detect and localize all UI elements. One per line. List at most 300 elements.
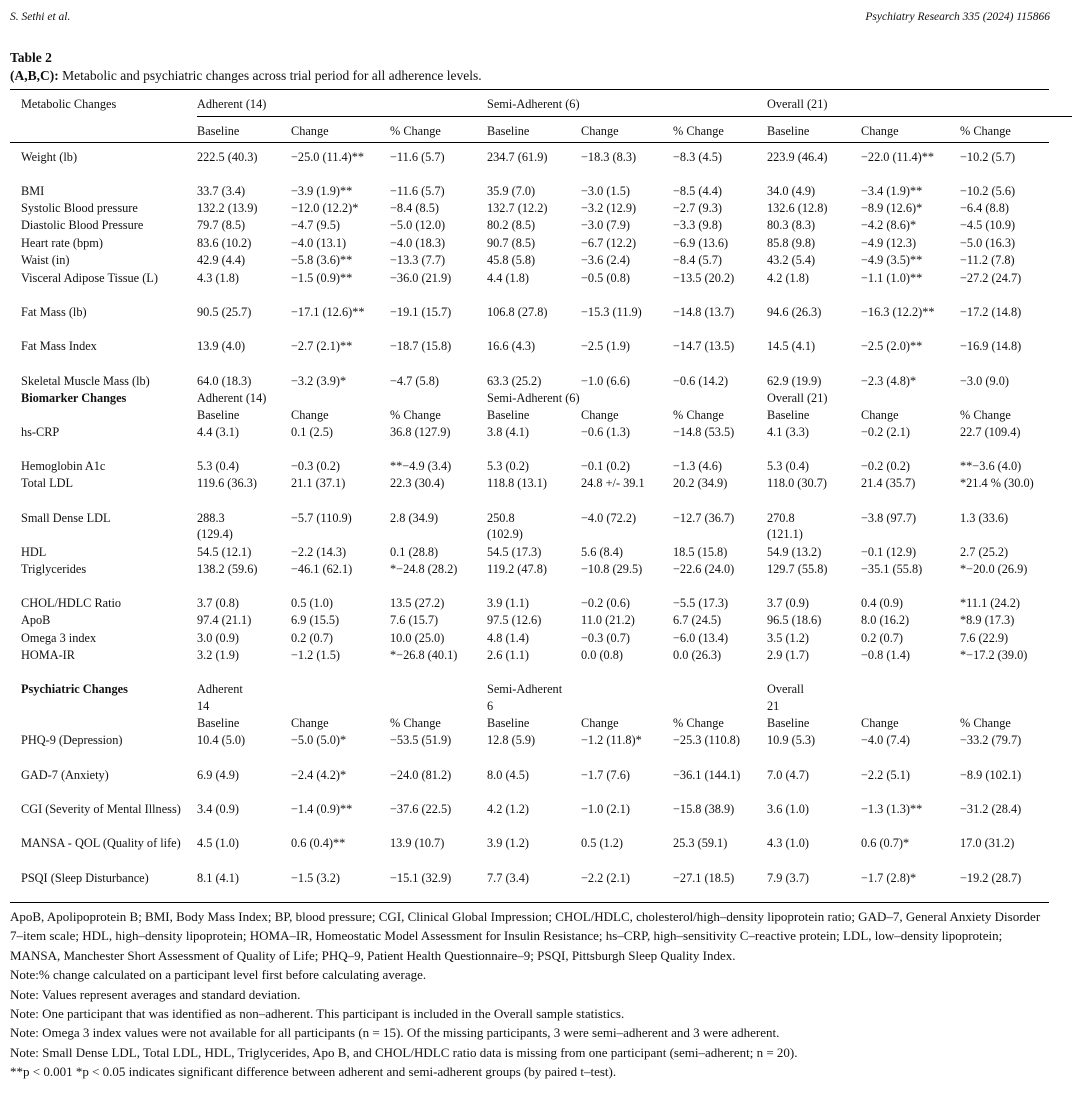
table-cell: **−4.9 (3.4) [390,459,452,473]
table-cell: −3.4 (1.9)** [861,184,923,198]
table-cell: 16.6 (4.3) [487,339,536,353]
table-cell: −2.2 (14.3) [291,545,347,559]
table-cell: −1.3 (4.6) [673,459,722,473]
table-cell: −35.1 (55.8) [861,562,923,576]
section-heading-metabolic: Metabolic Changes [21,97,117,111]
table-cell: 13.9 (10.7) [390,836,445,850]
table-cell: −5.8 (3.6)** [291,253,353,267]
table-cell: 250.8 (102.9) [487,511,523,541]
table-cell: 22.7 (109.4) [960,425,1021,439]
table-cell: 13.5 (27.2) [390,596,445,610]
table-cell: −10.8 (29.5) [581,562,643,576]
column-header: % Change [673,124,724,138]
row-label: Visceral Adipose Tissue (L) [21,271,158,285]
table-cell: −8.4 (5.7) [673,253,722,267]
table-cell: 0.1 (28.8) [390,545,439,559]
table-cell: 79.7 (8.5) [197,218,246,232]
row-label: HOMA-IR [21,648,75,662]
table-cell: 4.5 (1.0) [197,836,240,850]
table-cell: −0.2 (2.1) [861,425,910,439]
table-cell: 4.4 (1.8) [487,271,530,285]
table-cell: 3.2 (1.9) [197,648,240,662]
table-cell: 3.4 (0.9) [197,802,240,816]
column-header: % Change [390,124,441,138]
running-header-journal: Psychiatry Research 335 (2024) 115866 [865,11,1050,23]
table-cell: −10.2 (5.6) [960,184,1016,198]
table-cell: 90.7 (8.5) [487,236,536,250]
table-cell: −18.3 (8.3) [581,150,637,164]
table-cell: 7.6 (22.9) [960,631,1009,645]
table-cell: −3.9 (1.9)** [291,184,353,198]
table-cell: *−26.8 (40.1) [390,648,458,662]
table-cell: 63.3 (25.2) [487,374,542,388]
row-label: Omega 3 index [21,631,97,645]
table-cell: 80.3 (8.3) [767,218,816,232]
group-header: Adherent (14) [197,97,267,111]
table-cell: −19.2 (28.7) [960,871,1022,885]
table-cell: 22.3 (30.4) [390,476,445,490]
table-cell: −0.2 (0.6) [581,596,630,610]
table-cell: −36.1 (144.1) [673,768,741,782]
caption-text: Metabolic and psychiatric changes across trial period for all adherence levels. [58,68,482,83]
table-cell: 18.5 (15.8) [673,545,728,559]
row-label: hs-CRP [21,425,60,439]
table-cell: 7.9 (3.7) [767,871,810,885]
table-cell: −4.0 (18.3) [390,236,446,250]
table-cell: 8.0 (4.5) [487,768,530,782]
table-cell: 119.2 (47.8) [487,562,547,576]
table-cell: −2.2 (2.1) [581,871,630,885]
group-underline [197,116,1072,117]
table-cell: 3.0 (0.9) [197,631,240,645]
table-cell: −0.2 (0.2) [861,459,910,473]
table-cell: −0.8 (1.4) [861,648,910,662]
section-heading-psychiatric: Psychiatric Changes [21,682,128,696]
table-cell: −37.6 (22.5) [390,802,452,816]
table-cell: 11.0 (21.2) [581,613,635,627]
table-cell: 12.8 (5.9) [487,733,536,747]
column-header: Change [581,124,619,138]
table-cell: 4.8 (1.4) [487,631,530,645]
table-cell: 4.3 (1.0) [767,836,810,850]
table-cell: 2.7 (25.2) [960,545,1009,559]
table-cell: 0.6 (0.4)** [291,836,346,850]
table-cell: −2.3 (4.8)* [861,374,917,388]
row-label: Hemoglobin A1c [21,459,106,473]
row-label: PHQ-9 (Depression) [21,733,123,747]
table-cell: −0.3 (0.7) [581,631,630,645]
table-cell: 0.1 (2.5) [291,425,334,439]
table-cell: 13.9 (4.0) [197,339,246,353]
table-cell: 5.3 (0.4) [197,459,240,473]
row-label: Triglycerides [21,562,87,576]
table-cell: −24.0 (81.2) [390,768,452,782]
table-cell: −11.6 (5.7) [390,184,445,198]
table-cell: 222.5 (40.3) [197,150,258,164]
table-cell: −17.1 (12.6)** [291,305,365,319]
table-cell: 0.5 (1.2) [581,836,624,850]
column-header: % Change [673,408,724,422]
column-header: % Change [673,716,724,730]
table-cell: −16.9 (14.8) [960,339,1022,353]
table-cell: 4.4 (3.1) [197,425,240,439]
table-cell: −6.9 (13.6) [673,236,729,250]
table-cell: 25.3 (59.1) [673,836,728,850]
table-cell: 6.7 (24.5) [673,613,722,627]
table-cell: 132.2 (13.9) [197,201,258,215]
column-header: % Change [960,124,1011,138]
table-cell: −5.0 (12.0) [390,218,446,232]
table-cell: 223.9 (46.4) [767,150,828,164]
table-cell: −2.4 (4.2)* [291,768,347,782]
column-header: Baseline [487,408,530,422]
table-cell: 10.4 (5.0) [197,733,246,747]
table-cell: 3.7 (0.8) [197,596,240,610]
column-header: Change [291,716,329,730]
row-label: MANSA - QOL (Quality of life) [21,836,181,850]
group-header: Semi-Adherent (6) [487,97,580,111]
table-cell: −4.2 (8.6)* [861,218,917,232]
table-cell: −0.1 (12.9) [861,545,917,559]
table-cell: −4.9 (3.5)** [861,253,923,267]
table-cell: 0.2 (0.7) [291,631,334,645]
table-cell: *8.9 (17.3) [960,613,1015,627]
table-cell: −4.9 (12.3) [861,236,917,250]
table-cell: 118.0 (30.7) [767,476,827,490]
table-cell: −15.8 (38.9) [673,802,735,816]
table-cell: 54.9 (13.2) [767,545,822,559]
table-cell: 14.5 (4.1) [767,339,816,353]
row-label: Systolic Blood pressure [21,201,138,215]
table-cell: −13.5 (20.2) [673,271,735,285]
table-cell: 80.2 (8.5) [487,218,536,232]
table-cell: −3.2 (3.9)* [291,374,347,388]
table-cell: 54.5 (12.1) [197,545,252,559]
table-cell: *−20.0 (26.9) [960,562,1028,576]
table-cell: 4.2 (1.8) [767,271,810,285]
table-cell: −1.3 (1.3)** [861,802,923,816]
column-header: Change [861,408,899,422]
table-cell: *−17.2 (39.0) [960,648,1028,662]
table-cell: −0.1 (0.2) [581,459,630,473]
column-header: Baseline [767,408,810,422]
row-label: Fat Mass (lb) [21,305,87,319]
table-notes [10,907,1055,1082]
table-note: Note: One participant that was identified as non–adherent. This participant is included in the Overall sample statistics. [10,1006,625,1022]
table-cell: 54.5 (17.3) [487,545,542,559]
table-cell: 45.8 (5.8) [487,253,536,267]
column-header: Baseline [197,716,240,730]
table-cell: −11.2 (7.8) [960,253,1015,267]
data-table [10,89,1049,885]
table-cell: −4.5 (10.9) [960,218,1016,232]
table-cell: −53.5 (51.9) [390,733,452,747]
row-label: Heart rate (bpm) [21,236,103,250]
table-cell: −3.3 (9.8) [673,218,722,232]
table-cell: −11.6 (5.7) [390,150,445,164]
table-cell: 2.8 (34.9) [390,511,439,525]
table-cell: 96.5 (18.6) [767,613,822,627]
table-label: Table 2 [10,50,52,65]
table-cell: −8.9 (12.6)* [861,201,923,215]
row-label: ApoB [21,613,51,627]
row-label: GAD-7 (Anxiety) [21,768,109,782]
group-header: Adherent (14) [197,391,267,405]
table-cell: −15.1 (32.9) [390,871,452,885]
table-cell: 10.0 (25.0) [390,631,445,645]
table-cell: 90.5 (25.7) [197,305,252,319]
table-cell: 20.2 (34.9) [673,476,728,490]
table-cell: 129.7 (55.8) [767,562,828,576]
table-cell: −6.4 (8.8) [960,201,1009,215]
column-header: Baseline [197,124,240,138]
table-cell: 2.6 (1.1) [487,648,530,662]
table-cell: −5.5 (17.3) [673,596,729,610]
group-header-count: 21 [767,699,780,713]
table-cell: −19.1 (15.7) [390,305,452,319]
table-cell: 7.6 (15.7) [390,613,439,627]
abbreviations-note: ApoB, Apolipoprotein B; BMI, Body Mass Index; BP, blood pressure; CGI, Clinical Global Impression; CHOL/HDLC, cholesterol/high–density lipoprotein ratio; GAD–7, General Anxiety Disorder 7–item scale; HDL, high–density lipoprotein; HOMA–IR, Homeostatic Model Assessment for Insulin Resistance; hs–CRP, high–sensitivity C–reactive protein; LDL, low–density lipoprotein; MANSA, Manchester Short Assessment of Quality of Life; PHQ–9, Patient Health Questionnaire–9; PSQI, Pittsburgh Sleep Quality Index. [10,909,1041,963]
table-cell: 2.9 (1.7) [767,648,810,662]
group-header: Semi-Adherent (6) [487,391,580,405]
table-cell: 234.7 (61.9) [487,150,548,164]
table-cell: 7.0 (4.7) [767,768,810,782]
column-header: Baseline [487,124,530,138]
table-cell: 4.1 (3.3) [767,425,810,439]
table-cell: −3.8 (97.7) [861,511,917,525]
table-cell: 132.6 (12.8) [767,201,828,215]
table-cell: 3.6 (1.0) [767,802,810,816]
column-header: % Change [960,716,1011,730]
table-cell: *21.4 % (30.0) [960,476,1034,490]
column-header: Change [861,716,899,730]
column-header: % Change [390,408,441,422]
table-note: **p < 0.001 *p < 0.05 indicates significant difference between adherent and semi-adherent groups (by paired t–test). [10,1064,617,1080]
running-header-authors: S. Sethi et al. [10,11,71,23]
column-header: Baseline [767,716,810,730]
table-cell: 62.9 (19.9) [767,374,822,388]
table-cell: −2.5 (2.0)** [861,339,923,353]
table-cell: 8.0 (16.2) [861,613,910,627]
table-cell: 3.8 (4.1) [487,425,530,439]
table-cell: −27.1 (18.5) [673,871,735,885]
row-label: CGI (Severity of Mental Illness) [21,802,181,816]
table-cell: −13.3 (7.7) [390,253,446,267]
table-cell: 7.7 (3.4) [487,871,530,885]
table-cell: −36.0 (21.9) [390,271,452,285]
table-cell: 0.5 (1.0) [291,596,334,610]
table-cell: −1.5 (0.9)** [291,271,353,285]
column-header: Baseline [767,124,810,138]
column-header: % Change [960,408,1011,422]
table-cell: −2.2 (5.1) [861,768,910,782]
table-cell: −0.5 (0.8) [581,271,630,285]
table-cell: 138.2 (59.6) [197,562,258,576]
table-cell: −27.2 (24.7) [960,271,1022,285]
table-cell: −12.7 (36.7) [673,511,735,525]
table-cell: −1.7 (2.8)* [861,871,917,885]
table-bottom-rule [10,902,1049,903]
column-header: Change [581,716,619,730]
table-cell: −1.0 (6.6) [581,374,630,388]
column-header: Baseline [197,408,240,422]
table-cell: −0.6 (14.2) [673,374,729,388]
table-cell: −25.0 (11.4)** [291,150,365,164]
table-cell: 94.6 (26.3) [767,305,822,319]
group-header: Adherent [197,682,243,696]
table-cell: 1.3 (33.6) [960,511,1009,525]
table-cell: −8.9 (102.1) [960,768,1022,782]
table-cell: −6.7 (12.2) [581,236,637,250]
group-header: Overall (21) [767,97,828,111]
column-header: Change [291,408,329,422]
header-rule [10,142,1049,143]
table-cell: −0.6 (1.3) [581,425,630,439]
table-cell: −46.1 (62.1) [291,562,353,576]
table-cell: 3.7 (0.9) [767,596,810,610]
table-cell: 10.9 (5.3) [767,733,816,747]
table-cell: 3.9 (1.1) [487,596,530,610]
table-cell: −25.3 (110.8) [673,733,740,747]
table-cell: 21.1 (37.1) [291,476,346,490]
table-cell: −17.2 (14.8) [960,305,1022,319]
table-cell: 3.5 (1.2) [767,631,810,645]
table-cell: −33.2 (79.7) [960,733,1022,747]
table-cell: −12.0 (12.2)* [291,201,359,215]
table-cell: −8.5 (4.4) [673,184,722,198]
table-cell: 0.0 (0.8) [581,648,624,662]
row-label: PSQI (Sleep Disturbance) [21,871,149,885]
table-cell: 83.6 (10.2) [197,236,252,250]
table-cell: −3.0 (1.5) [581,184,630,198]
table-cell: −3.2 (12.9) [581,201,637,215]
table-cell: 4.2 (1.2) [487,802,530,816]
table-cell: 21.4 (35.7) [861,476,916,490]
table-cell: 0.4 (0.9) [861,596,904,610]
table-cell: −16.3 (12.2)** [861,305,935,319]
table-cell: −14.7 (13.5) [673,339,735,353]
table-cell: 5.3 (0.4) [767,459,810,473]
table-cell: −5.0 (16.3) [960,236,1016,250]
row-label: Waist (in) [21,253,70,267]
table-cell: −0.3 (0.2) [291,459,340,473]
table-cell: −1.7 (7.6) [581,768,630,782]
column-header: Baseline [487,716,530,730]
table-cell: 97.5 (12.6) [487,613,542,627]
table-cell: 36.8 (127.9) [390,425,451,439]
table-cell: −10.2 (5.7) [960,150,1016,164]
row-label: CHOL/HDLC Ratio [21,596,122,610]
table-cell: −5.0 (5.0)* [291,733,347,747]
table-cell: −8.3 (4.5) [673,150,722,164]
table-cell: 85.8 (9.8) [767,236,816,250]
table-cell: −4.7 (9.5) [291,218,340,232]
table-cell: −5.7 (110.9) [291,511,352,525]
table-cell: **−3.6 (4.0) [960,459,1022,473]
table-cell: 119.6 (36.3) [197,476,257,490]
table-cell: −22.6 (24.0) [673,562,735,576]
table-cell: −4.0 (7.4) [861,733,910,747]
table-note: Note: Omega 3 index values were not available for all participants (n = 15). Of the missing participants, 3 were semi–adherent and 3 were adherent. [10,1025,780,1041]
table-cell: −1.5 (3.2) [291,871,340,885]
table-cell: −3.0 (9.0) [960,374,1009,388]
row-label: HDL [21,545,47,559]
table-cell: 0.2 (0.7) [861,631,904,645]
table-cell: 0.6 (0.7)* [861,836,910,850]
table-cell: 6.9 (15.5) [291,613,340,627]
table-cell: −1.0 (2.1) [581,802,630,816]
table-cell: −6.0 (13.4) [673,631,729,645]
table-cell: −1.4 (0.9)** [291,802,353,816]
table-cell: 5.3 (0.2) [487,459,530,473]
table-cell: 17.0 (31.2) [960,836,1015,850]
table-cell: *−24.8 (28.2) [390,562,458,576]
table-cell: 5.6 (8.4) [581,545,624,559]
table-cell: −31.2 (28.4) [960,802,1022,816]
caption-prefix: (A,B,C): [10,68,59,83]
table-cell: −4.7 (5.8) [390,374,439,388]
table-cell: 288.3 (129.4) [197,511,233,541]
group-header-count: 6 [487,699,494,713]
table-cell: 3.9 (1.2) [487,836,530,850]
column-header: Change [581,408,619,422]
group-header: Overall (21) [767,391,828,405]
table-cell: −1.2 (1.5) [291,648,340,662]
table-cell: −3.0 (7.9) [581,218,630,232]
row-label: Skeletal Muscle Mass (lb) [21,374,150,388]
table-cell: −1.1 (1.0)** [861,271,923,285]
table-cell: 8.1 (4.1) [197,871,240,885]
table-cell: −2.7 (9.3) [673,201,722,215]
table-cell: −2.7 (2.1)** [291,339,353,353]
table-cell: 64.0 (18.3) [197,374,252,388]
column-header: Change [291,124,329,138]
table-cell: −8.4 (8.5) [390,201,439,215]
row-label: Diastolic Blood Pressure [21,218,144,232]
group-header: Semi-Adherent [487,682,563,696]
section-heading-biomarker: Biomarker Changes [21,391,127,405]
table-note: Note:% change calculated on a participant level first before calculating average. [10,967,427,983]
column-header: Change [861,124,899,138]
row-label: BMI [21,184,45,198]
table-cell: 270.8 (121.1) [767,511,803,541]
table-cell: 43.2 (5.4) [767,253,816,267]
table-cell: 132.7 (12.2) [487,201,548,215]
table-cell: −3.6 (2.4) [581,253,630,267]
table-cell: 4.3 (1.8) [197,271,240,285]
table-cell: 6.9 (4.9) [197,768,240,782]
table-cell: −2.5 (1.9) [581,339,630,353]
table-cell: 97.4 (21.1) [197,613,252,627]
table-cell: 33.7 (3.4) [197,184,246,198]
table-caption [10,68,482,84]
table-note: Note: Values represent averages and standard deviation. [10,986,301,1002]
table-note: Note: Small Dense LDL, Total LDL, HDL, Triglycerides, Apo B, and CHOL/HDLC ratio data is missing from one participant (semi–adherent; n = 20). [10,1044,798,1060]
table-cell: −15.3 (11.9) [581,305,642,319]
table-cell: 42.9 (4.4) [197,253,246,267]
row-label: Weight (lb) [21,150,78,164]
group-header: Overall [767,682,804,696]
table-cell: −18.7 (15.8) [390,339,452,353]
column-header: % Change [390,716,441,730]
table-cell: 118.8 (13.1) [487,476,547,490]
row-label: Total LDL [21,476,74,490]
table-cell: −4.0 (13.1) [291,236,347,250]
row-label: Small Dense LDL [21,511,111,525]
table-cell: −4.0 (72.2) [581,511,637,525]
table-cell: *11.1 (24.2) [960,596,1020,610]
table-cell: 35.9 (7.0) [487,184,536,198]
